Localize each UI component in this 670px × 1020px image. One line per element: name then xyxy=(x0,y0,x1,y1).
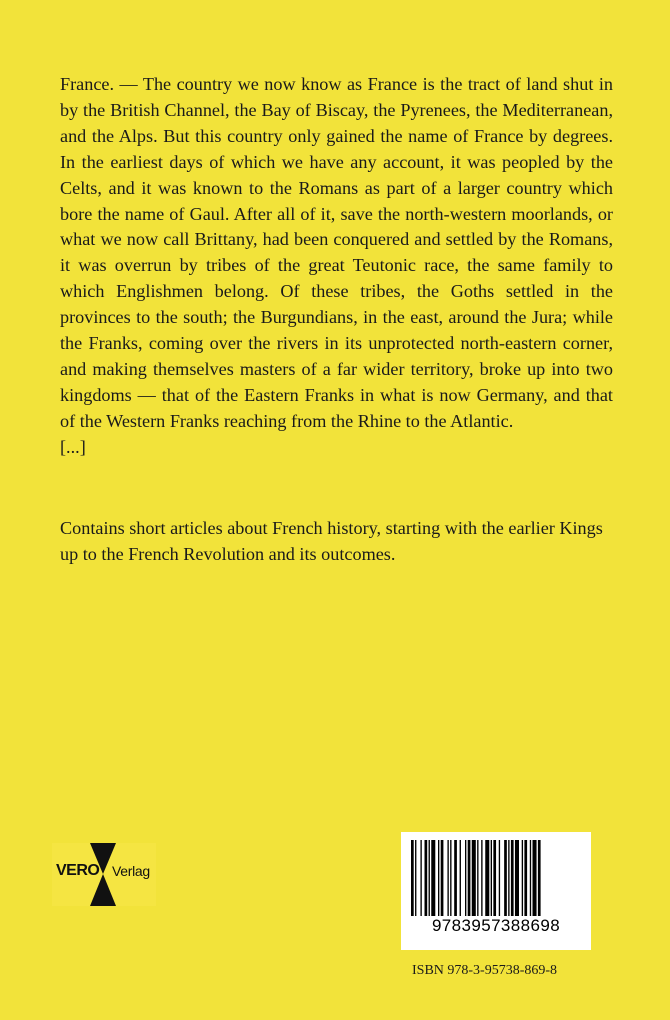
barcode-bar xyxy=(508,840,509,916)
barcode-bar xyxy=(420,840,421,916)
barcode-bar xyxy=(441,840,444,916)
blurb-text: France. — The country we now know as France is the tract of land shut in by the British Channel, the Bay of Biscay, the Pyrenees, the Mediterranean, and the Alps. But this country only gained the name of France by degrees. In the earliest days of which we have any account, it was peopled by the Celts, and it was known to the Romans as part of a larger country which bore the name of Gaul. After all of it, save the north-western moorlands, or what we now call Brittany, had been conquered and settled by the Romans, it was overrun by tribes of the great Teutonic race, the same family to which Englishmen belong. Of these tribes, the Goths settled in the provinces to the south; the Burgundians, in the east, around the Jura; while the Franks, coming over the rivers in its unprotected north-eastern corner, and making themselves masters of a far wider territory, broke up into two kingdoms — that of the Eastern Franks in what is now Germany, and that of the Western Franks reaching from the Rhine to the Atlantic. xyxy=(60,74,613,431)
isbn-label: ISBN 978-3-95738-869-8 xyxy=(412,963,558,978)
publisher-logo xyxy=(52,843,156,906)
barcode-bar xyxy=(465,840,466,916)
blurb-excerpt xyxy=(60,72,613,461)
barcode-bar xyxy=(425,840,428,916)
barcode-bar xyxy=(530,840,531,916)
barcode-bar xyxy=(504,840,507,916)
publisher-name-vero: VERO xyxy=(56,862,100,879)
barcode-bar xyxy=(515,840,519,916)
barcode-bar xyxy=(411,840,414,916)
barcode-bar xyxy=(538,840,541,916)
barcode-bar xyxy=(438,840,439,916)
barcode-bar xyxy=(429,840,430,916)
barcode-bar xyxy=(485,840,489,916)
barcode-bar xyxy=(524,840,527,916)
barcode-bar xyxy=(454,840,457,916)
blurb-ellipsis: [...] xyxy=(60,436,86,457)
barcode-bar xyxy=(460,840,461,916)
barcode-digits: 9783957388698 xyxy=(431,916,561,935)
barcode-bars-icon xyxy=(409,840,583,916)
barcode xyxy=(401,832,591,950)
barcode-bar xyxy=(431,840,435,916)
barcode-bar xyxy=(468,840,471,916)
barcode-bar xyxy=(493,840,496,916)
barcode-bar xyxy=(491,840,492,916)
barcode-bar xyxy=(499,840,500,916)
barcode-bar xyxy=(472,840,476,916)
barcode-bar xyxy=(511,840,514,916)
barcode-bar xyxy=(522,840,523,916)
barcode-bar xyxy=(450,840,451,916)
publisher-name-verlag: Verlag xyxy=(112,863,150,879)
book-summary: Contains short articles about French history, starting with the earlier Kings up to the French Revolution and its outcomes. xyxy=(60,518,603,564)
barcode-bar xyxy=(415,840,416,916)
barcode-bar xyxy=(533,840,537,916)
barcode-bar xyxy=(481,840,482,916)
barcode-bar xyxy=(447,840,448,916)
barcode-bar xyxy=(477,840,478,916)
